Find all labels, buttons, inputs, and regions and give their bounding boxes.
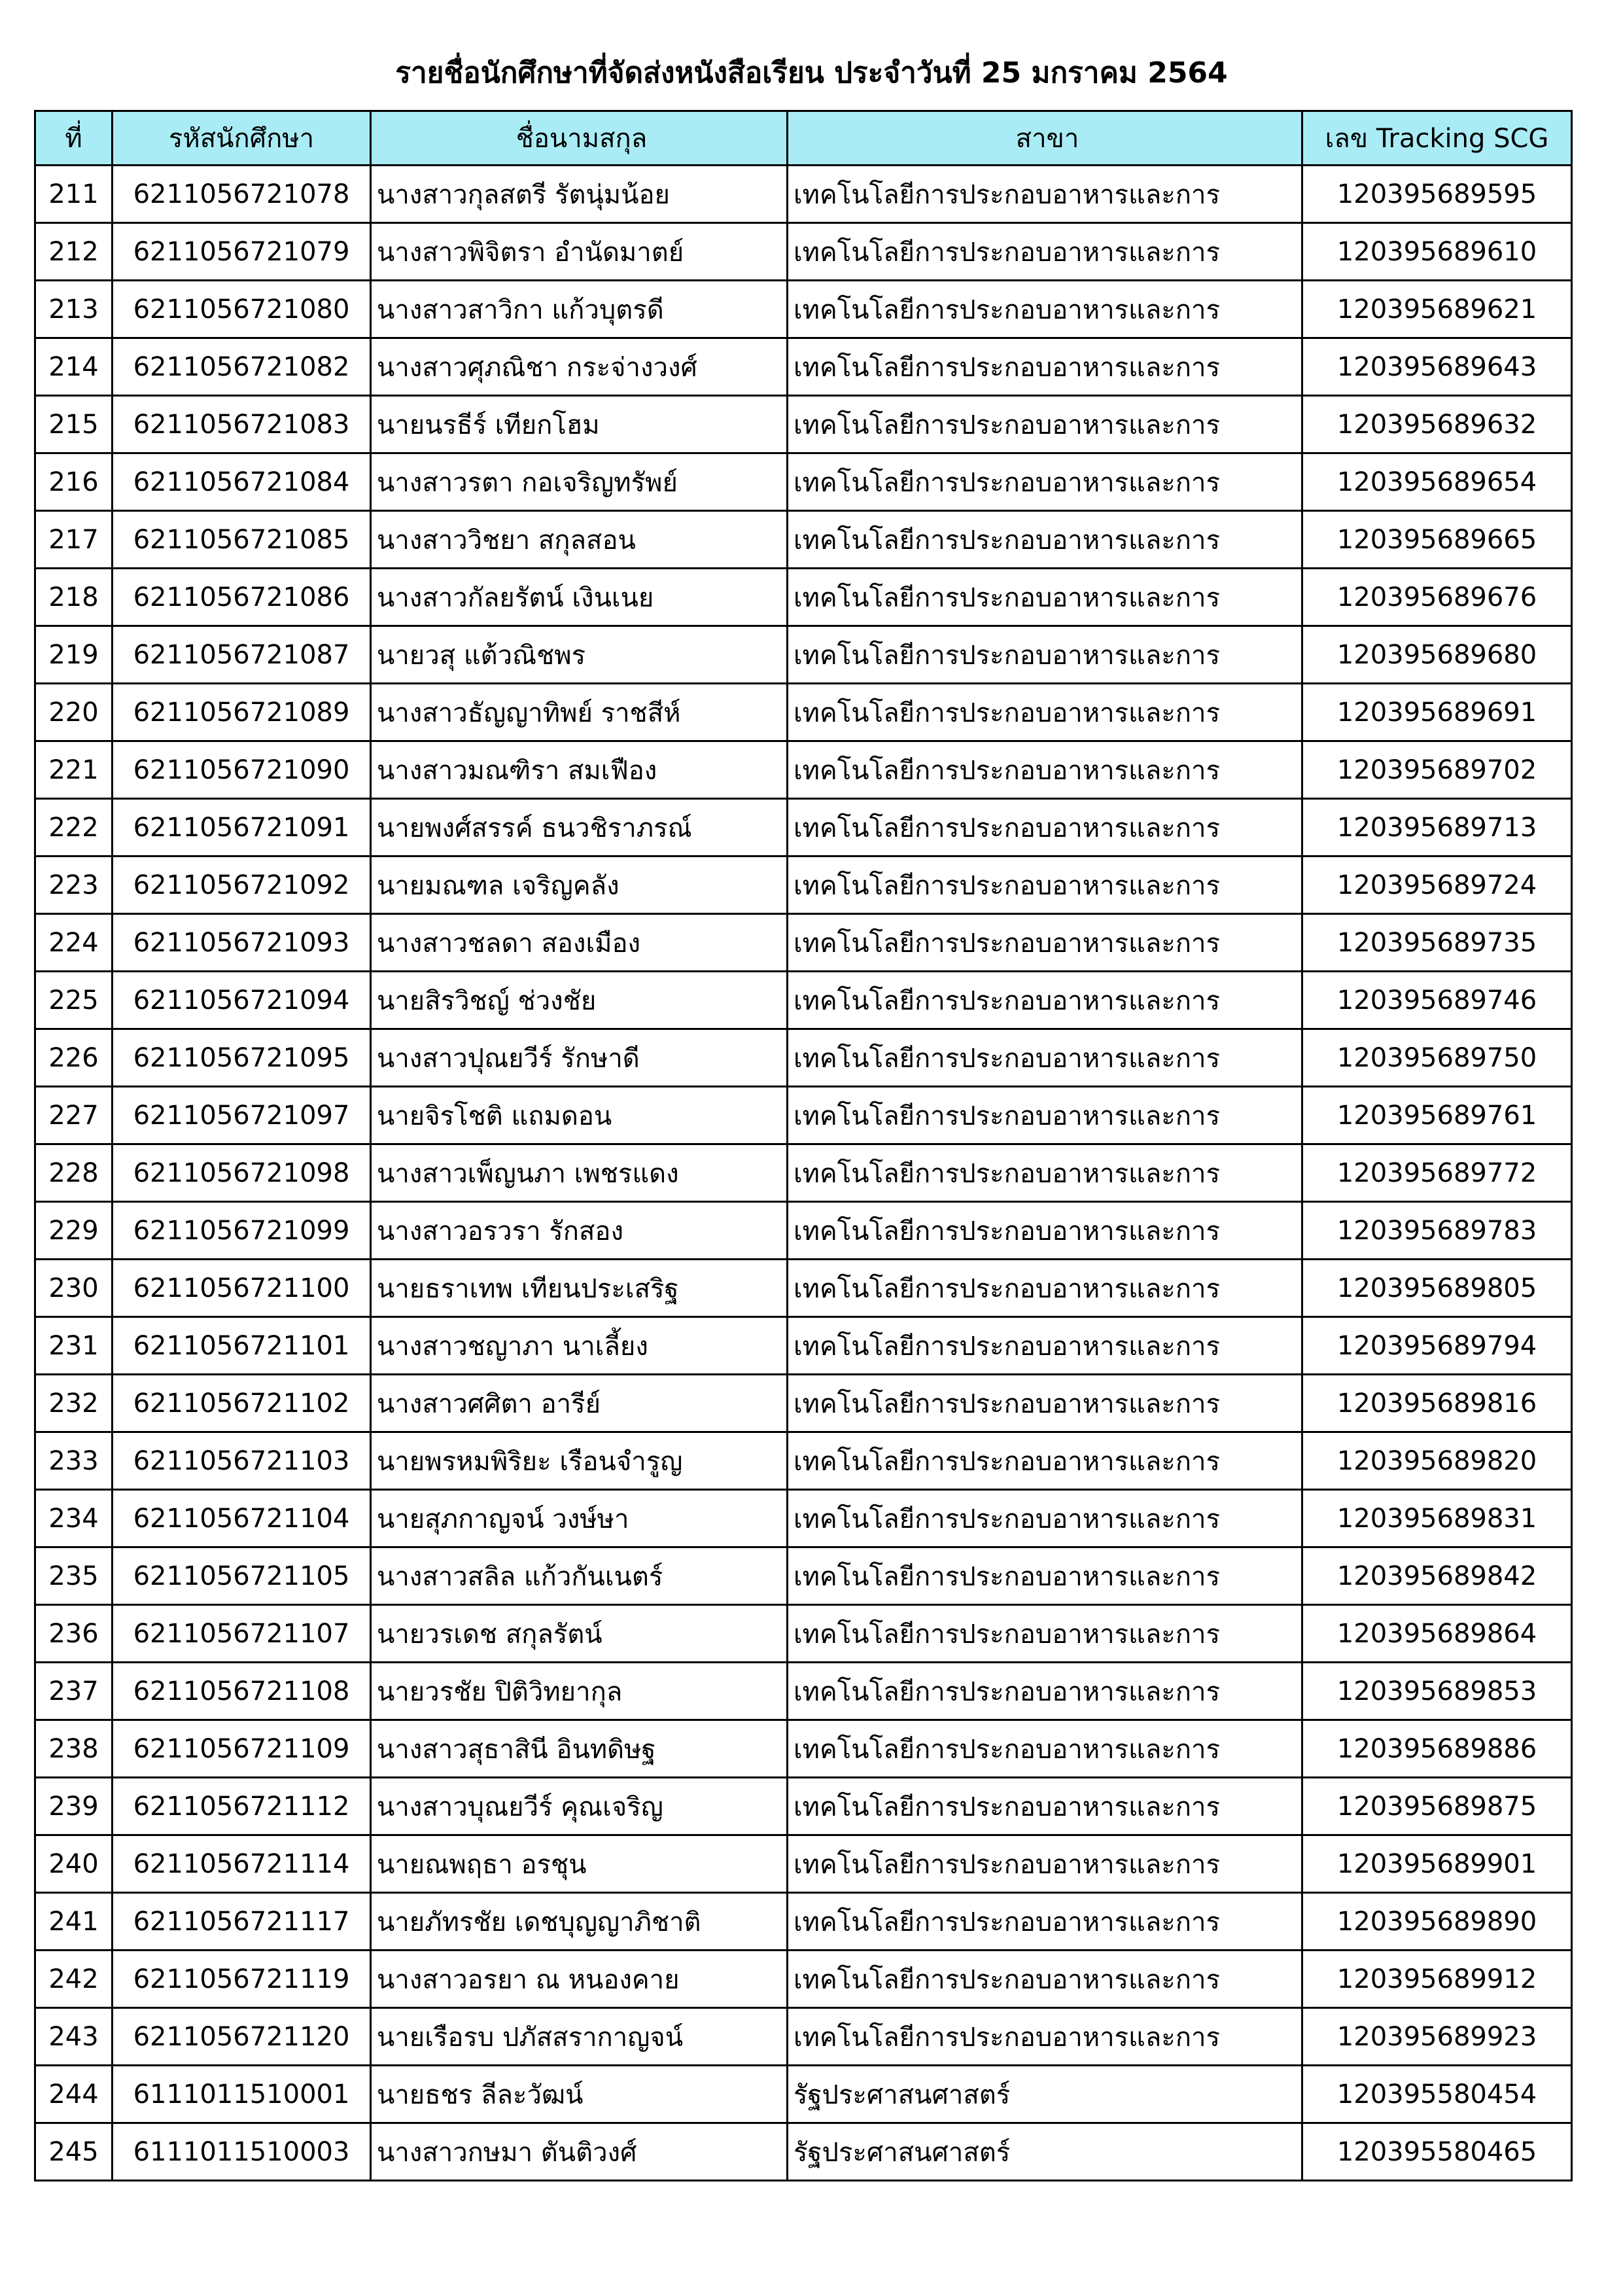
table-row (35, 1720, 1572, 1778)
cell-no: 224 (35, 914, 113, 972)
cell-tracking: 120395689901 (1302, 1835, 1572, 1893)
cell-name: นางสาวเพ็ญนภา เพชรแดง (371, 1144, 788, 1202)
cell-student-id: 6211056721085 (113, 511, 371, 569)
cell-name: นางสาวสาวิกา แก้วบุตรดี (371, 281, 788, 338)
cell-tracking: 120395689831 (1302, 1490, 1572, 1547)
cell-major: เทคโนโลยีการประกอบอาหารและการ (788, 1260, 1302, 1317)
cell-tracking: 120395689621 (1302, 281, 1572, 338)
cell-major: เทคโนโลยีการประกอบอาหารและการ (788, 511, 1302, 569)
cell-student-id: 6211056721112 (113, 1778, 371, 1835)
table-row (35, 338, 1572, 396)
cell-name: นางสาวกัลยรัตน์ เงินเนย (371, 569, 788, 626)
table-row (35, 396, 1572, 453)
cell-no: 217 (35, 511, 113, 569)
cell-no: 218 (35, 569, 113, 626)
cell-tracking: 120395689875 (1302, 1778, 1572, 1835)
cell-tracking: 120395689853 (1302, 1663, 1572, 1720)
cell-student-id: 6211056721094 (113, 972, 371, 1029)
cell-major: เทคโนโลยีการประกอบอาหารและการ (788, 1490, 1302, 1547)
cell-no: 228 (35, 1144, 113, 1202)
table-row (35, 1144, 1572, 1202)
cell-student-id: 6211056721095 (113, 1029, 371, 1087)
cell-student-id: 6211056721083 (113, 396, 371, 453)
header-no: ที่ (35, 111, 113, 166)
cell-no: 241 (35, 1893, 113, 1951)
table-row (35, 569, 1572, 626)
table-row (35, 972, 1572, 1029)
cell-tracking: 120395689735 (1302, 914, 1572, 972)
cell-student-id: 6211056721086 (113, 569, 371, 626)
cell-student-id: 6211056721089 (113, 684, 371, 741)
document-title: รายชื่อนักศึกษาที่จัดส่งหนังสือเรียน ประจำวันที่ 25 มกราคม 2564 (395, 56, 1228, 90)
table-row (35, 2008, 1572, 2066)
cell-no: 213 (35, 281, 113, 338)
cell-major: เทคโนโลยีการประกอบอาหารและการ (788, 1605, 1302, 1663)
cell-no: 231 (35, 1317, 113, 1375)
cell-student-id: 6211056721114 (113, 1835, 371, 1893)
cell-tracking: 120395689724 (1302, 857, 1572, 914)
table-row (35, 511, 1572, 569)
cell-name: นางสาวกุลสตรี รัตนุ่มน้อย (371, 166, 788, 223)
cell-student-id: 6211056721087 (113, 626, 371, 684)
table-row (35, 626, 1572, 684)
shipment-table (34, 110, 1573, 2181)
cell-name: นางสาวสลิล แก้วกันเนตร์ (371, 1547, 788, 1605)
table-row (35, 1951, 1572, 2008)
cell-name: นายพรหมพิริยะ เรือนจำรูญ (371, 1432, 788, 1490)
cell-major: เทคโนโลยีการประกอบอาหารและการ (788, 857, 1302, 914)
cell-tracking: 120395689761 (1302, 1087, 1572, 1144)
cell-name: นางสาวอรวรา รักสอง (371, 1202, 788, 1260)
table-row (35, 741, 1572, 799)
cell-student-id: 6211056721105 (113, 1547, 371, 1605)
table-row (35, 1432, 1572, 1490)
header-name: ชื่อนามสกุล (371, 111, 788, 166)
cell-student-id: 6111011510003 (113, 2123, 371, 2181)
table-row (35, 1375, 1572, 1432)
cell-student-id: 6211056721101 (113, 1317, 371, 1375)
cell-no: 215 (35, 396, 113, 453)
cell-major: เทคโนโลยีการประกอบอาหารและการ (788, 626, 1302, 684)
table-row (35, 1260, 1572, 1317)
cell-tracking: 120395689805 (1302, 1260, 1572, 1317)
cell-major: เทคโนโลยีการประกอบอาหารและการ (788, 396, 1302, 453)
cell-student-id: 6211056721092 (113, 857, 371, 914)
cell-tracking: 120395689923 (1302, 2008, 1572, 2066)
cell-name: นางสาววิชยา สกุลสอน (371, 511, 788, 569)
cell-name: นางสาวมณฑิรา สมเฟือง (371, 741, 788, 799)
cell-name: นางสาวศศิตา อารีย์ (371, 1375, 788, 1432)
table-row (35, 857, 1572, 914)
cell-name: นายวสุ แต้วณิชพร (371, 626, 788, 684)
cell-major: เทคโนโลยีการประกอบอาหารและการ (788, 799, 1302, 857)
cell-tracking: 120395689691 (1302, 684, 1572, 741)
cell-tracking: 120395689632 (1302, 396, 1572, 453)
cell-name: นางสาวสุธาสินี อินทดิษฐ (371, 1720, 788, 1778)
table-row (35, 1605, 1572, 1663)
cell-name: นางสาวกษมา ตันติวงศ์ (371, 2123, 788, 2181)
cell-major: เทคโนโลยีการประกอบอาหารและการ (788, 1835, 1302, 1893)
cell-name: นายเรือรบ ปภัสสรากาญจน์ (371, 2008, 788, 2066)
table-header-row (35, 111, 1572, 166)
cell-no: 230 (35, 1260, 113, 1317)
cell-no: 216 (35, 453, 113, 511)
cell-major: เทคโนโลยีการประกอบอาหารและการ (788, 166, 1302, 223)
table-row (35, 914, 1572, 972)
cell-major: เทคโนโลยีการประกอบอาหารและการ (788, 1720, 1302, 1778)
cell-major: เทคโนโลยีการประกอบอาหารและการ (788, 1029, 1302, 1087)
cell-no: 229 (35, 1202, 113, 1260)
table-row (35, 1893, 1572, 1951)
cell-name: นางสาวปุณยวีร์ รักษาดี (371, 1029, 788, 1087)
cell-major: เทคโนโลยีการประกอบอาหารและการ (788, 1432, 1302, 1490)
cell-tracking: 120395689772 (1302, 1144, 1572, 1202)
cell-student-id: 6211056721078 (113, 166, 371, 223)
cell-no: 211 (35, 166, 113, 223)
cell-student-id: 6211056721082 (113, 338, 371, 396)
cell-student-id: 6211056721117 (113, 1893, 371, 1951)
cell-major: เทคโนโลยีการประกอบอาหารและการ (788, 741, 1302, 799)
cell-no: 238 (35, 1720, 113, 1778)
cell-name: นายวรชัย ปิติวิทยากุล (371, 1663, 788, 1720)
cell-major: เทคโนโลยีการประกอบอาหารและการ (788, 1951, 1302, 2008)
cell-name: นายพงศ์สรรค์ ธนวชิราภรณ์ (371, 799, 788, 857)
cell-major: เทคโนโลยีการประกอบอาหารและการ (788, 1087, 1302, 1144)
cell-name: นายณพฤธา อรชุน (371, 1835, 788, 1893)
cell-major: เทคโนโลยีการประกอบอาหารและการ (788, 453, 1302, 511)
cell-major: รัฐประศาสนศาสตร์ (788, 2123, 1302, 2181)
cell-tracking: 120395689750 (1302, 1029, 1572, 1087)
cell-tracking: 120395689713 (1302, 799, 1572, 857)
cell-name: นายมณฑล เจริญคลัง (371, 857, 788, 914)
cell-tracking: 120395689643 (1302, 338, 1572, 396)
table-row (35, 1835, 1572, 1893)
cell-name: นางสาวธัญญาทิพย์ ราชสีห์ (371, 684, 788, 741)
table-row (35, 223, 1572, 281)
cell-tracking: 120395689820 (1302, 1432, 1572, 1490)
cell-tracking: 120395689794 (1302, 1317, 1572, 1375)
cell-name: นายธชร ลีละวัฒน์ (371, 2066, 788, 2123)
cell-name: นายธราเทพ เทียนประเสริฐ (371, 1260, 788, 1317)
table-row (35, 1087, 1572, 1144)
cell-student-id: 6211056721108 (113, 1663, 371, 1720)
table-row (35, 1317, 1572, 1375)
cell-major: เทคโนโลยีการประกอบอาหารและการ (788, 1144, 1302, 1202)
cell-no: 226 (35, 1029, 113, 1087)
cell-major: เทคโนโลยีการประกอบอาหารและการ (788, 972, 1302, 1029)
cell-major: เทคโนโลยีการประกอบอาหารและการ (788, 2008, 1302, 2066)
cell-major: เทคโนโลยีการประกอบอาหารและการ (788, 1893, 1302, 1951)
cell-tracking: 120395689842 (1302, 1547, 1572, 1605)
table-row (35, 684, 1572, 741)
table-row (35, 1490, 1572, 1547)
cell-major: เทคโนโลยีการประกอบอาหารและการ (788, 569, 1302, 626)
cell-no: 239 (35, 1778, 113, 1835)
cell-major: เทคโนโลยีการประกอบอาหารและการ (788, 281, 1302, 338)
cell-no: 245 (35, 2123, 113, 2181)
cell-no: 219 (35, 626, 113, 684)
cell-tracking: 120395689595 (1302, 166, 1572, 223)
cell-name: นางสาวศุภณิชา กระจ่างวงศ์ (371, 338, 788, 396)
cell-student-id: 6211056721091 (113, 799, 371, 857)
table-row (35, 2066, 1572, 2123)
cell-tracking: 120395689783 (1302, 1202, 1572, 1260)
cell-student-id: 6211056721098 (113, 1144, 371, 1202)
cell-tracking: 120395689746 (1302, 972, 1572, 1029)
cell-name: นางสาวชลดา สองเมือง (371, 914, 788, 972)
cell-tracking: 120395689610 (1302, 223, 1572, 281)
cell-major: เทคโนโลยีการประกอบอาหารและการ (788, 914, 1302, 972)
table-row (35, 453, 1572, 511)
cell-tracking: 120395689654 (1302, 453, 1572, 511)
cell-tracking: 120395689912 (1302, 1951, 1572, 2008)
table-row (35, 799, 1572, 857)
cell-student-id: 6211056721097 (113, 1087, 371, 1144)
cell-student-id: 6211056721093 (113, 914, 371, 972)
header-student-id: รหัสนักศึกษา (113, 111, 371, 166)
cell-tracking: 120395580465 (1302, 2123, 1572, 2181)
cell-major: เทคโนโลยีการประกอบอาหารและการ (788, 1202, 1302, 1260)
cell-major: เทคโนโลยีการประกอบอาหารและการ (788, 1663, 1302, 1720)
cell-name: นายวรเดช สกุลรัตน์ (371, 1605, 788, 1663)
cell-no: 214 (35, 338, 113, 396)
cell-student-id: 6211056721120 (113, 2008, 371, 2066)
cell-tracking: 120395689886 (1302, 1720, 1572, 1778)
cell-student-id: 6211056721119 (113, 1951, 371, 2008)
cell-name: นางสาวรตา กอเจริญทรัพย์ (371, 453, 788, 511)
cell-name: นายนรธีร์ เทียกโฮม (371, 396, 788, 453)
cell-student-id: 6111011510001 (113, 2066, 371, 2123)
cell-no: 233 (35, 1432, 113, 1490)
table-row (35, 166, 1572, 223)
cell-student-id: 6211056721102 (113, 1375, 371, 1432)
cell-major: เทคโนโลยีการประกอบอาหารและการ (788, 338, 1302, 396)
cell-no: 221 (35, 741, 113, 799)
table-row (35, 1547, 1572, 1605)
cell-student-id: 6211056721104 (113, 1490, 371, 1547)
table-row (35, 1029, 1572, 1087)
cell-major: รัฐประศาสนศาสตร์ (788, 2066, 1302, 2123)
cell-name: นายภัทรชัย เดชบุญญาภิชาติ (371, 1893, 788, 1951)
cell-tracking: 120395689816 (1302, 1375, 1572, 1432)
table-row (35, 1663, 1572, 1720)
cell-tracking: 120395580454 (1302, 2066, 1572, 2123)
cell-no: 222 (35, 799, 113, 857)
cell-no: 236 (35, 1605, 113, 1663)
cell-no: 243 (35, 2008, 113, 2066)
table-row (35, 2123, 1572, 2181)
cell-tracking: 120395689665 (1302, 511, 1572, 569)
cell-tracking: 120395689890 (1302, 1893, 1572, 1951)
cell-major: เทคโนโลยีการประกอบอาหารและการ (788, 223, 1302, 281)
cell-student-id: 6211056721107 (113, 1605, 371, 1663)
cell-no: 225 (35, 972, 113, 1029)
cell-no: 244 (35, 2066, 113, 2123)
cell-no: 237 (35, 1663, 113, 1720)
cell-tracking: 120395689680 (1302, 626, 1572, 684)
cell-name: นางสาวชญาภา นาเลี้ยง (371, 1317, 788, 1375)
cell-major: เทคโนโลยีการประกอบอาหารและการ (788, 1317, 1302, 1375)
cell-no: 235 (35, 1547, 113, 1605)
cell-name: นายสิรวิชญ์ ช่วงชัย (371, 972, 788, 1029)
cell-student-id: 6211056721103 (113, 1432, 371, 1490)
cell-name: นายสุภกาญจน์ วงษ์ษา (371, 1490, 788, 1547)
cell-no: 227 (35, 1087, 113, 1144)
cell-student-id: 6211056721080 (113, 281, 371, 338)
cell-student-id: 6211056721109 (113, 1720, 371, 1778)
header-tracking: เลข Tracking SCG (1302, 111, 1572, 166)
table-row (35, 281, 1572, 338)
cell-major: เทคโนโลยีการประกอบอาหารและการ (788, 1778, 1302, 1835)
cell-name: นางสาวพิจิตรา อำนัดมาตย์ (371, 223, 788, 281)
table-row (35, 1202, 1572, 1260)
cell-major: เทคโนโลยีการประกอบอาหารและการ (788, 1375, 1302, 1432)
cell-no: 212 (35, 223, 113, 281)
cell-tracking: 120395689702 (1302, 741, 1572, 799)
cell-no: 223 (35, 857, 113, 914)
cell-major: เทคโนโลยีการประกอบอาหารและการ (788, 684, 1302, 741)
cell-no: 240 (35, 1835, 113, 1893)
cell-name: นายจิรโชติ แถมดอน (371, 1087, 788, 1144)
cell-student-id: 6211056721090 (113, 741, 371, 799)
cell-tracking: 120395689676 (1302, 569, 1572, 626)
table-row (35, 1778, 1572, 1835)
cell-no: 220 (35, 684, 113, 741)
cell-major: เทคโนโลยีการประกอบอาหารและการ (788, 1547, 1302, 1605)
cell-no: 234 (35, 1490, 113, 1547)
cell-student-id: 6211056721079 (113, 223, 371, 281)
cell-student-id: 6211056721099 (113, 1202, 371, 1260)
cell-student-id: 6211056721084 (113, 453, 371, 511)
header-major: สาขา (788, 111, 1302, 166)
cell-no: 242 (35, 1951, 113, 2008)
cell-name: นางสาวบุณยวีร์ คุณเจริญ (371, 1778, 788, 1835)
cell-student-id: 6211056721100 (113, 1260, 371, 1317)
cell-tracking: 120395689864 (1302, 1605, 1572, 1663)
cell-name: นางสาวอรยา ณ หนองคาย (371, 1951, 788, 2008)
cell-no: 232 (35, 1375, 113, 1432)
